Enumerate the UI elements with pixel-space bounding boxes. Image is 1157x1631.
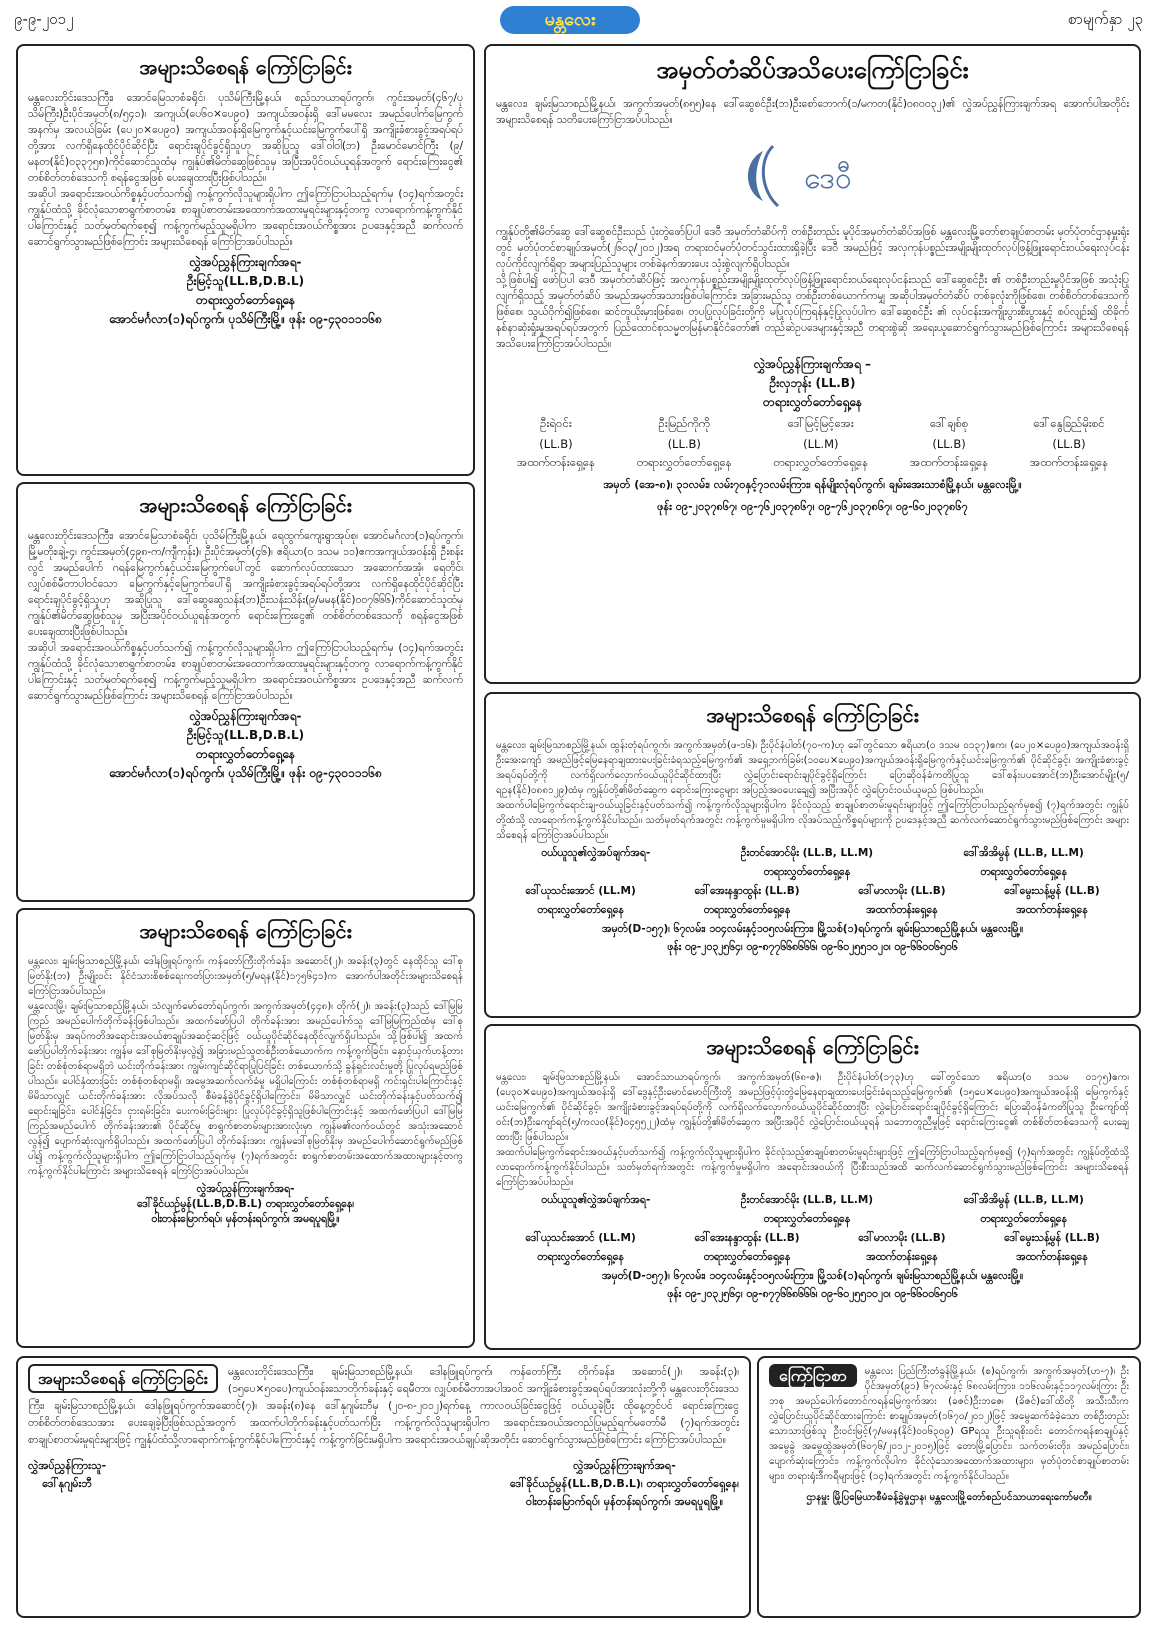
lawyer-entry: ဒေါ်ယုသင်းအောင် (LL.M) တရားလွှတ်တော်ရှေ့နေ	[525, 885, 636, 916]
lawyer-entry: ဒေါ်မာလာမိုး (LL.B) အထက်တန်းရှေ့နေ	[858, 885, 946, 916]
notice-paragraph: အထက်ပါမြေကွက်ရောင်းချ-ဝယ်ယူခြင်းနှင့်ပတ်သက်၍ ကန့်ကွက်လိုသူများရှိပါက ခိုင်လုံသည့် စာချုပ်စာတမ်းမူရင်းများဖြင့် ဤကြော်ငြာပါသည့်ရက်မှစ၍ (၇)ရက်အတွင်း ကျွန်ုပ်တို့ထံသို့ လာရောက်ကန့်ကွက်နိုင်ပါသည်။ သတ်မှတ်ရက်အတွင်း ကန့်ကွက်မှုမရှိပါက လိုအပ်သည့်ကိစ္စရပ်များကို ဥပဒေနှင့်အညီ ဆက်လက်ဆောင်ရွက်သွားမည်ဖြစ်ကြောင်း အများသိစေရန် ကြော်ငြာအပ်ပါသည်။	[496, 800, 1129, 841]
sig-line: ဦးမြင့်သူ(LL.B,D.B.L)	[186, 728, 305, 742]
address-line: အမှတ် (အေ-၈)၊ ၃၁လမ်း၊ လမ်း၇၀နှင့်၇၁လမ်းကြား၊ ရန်မျိုးလုံရပ်ကွက်၊ ချမ်းအေးသာစံမြို့နယ်၊ မန္တလေးမြို့။	[603, 478, 1022, 491]
notice-tag: ကြော်ငြာစာ	[769, 1364, 857, 1387]
lawyer-entry: ဒေါ်ယုသင်းအောင် (LL.M) တရားလွှတ်တော်ရှေ့နေ	[525, 1232, 636, 1263]
sig-line: လွှဲအပ်ညွှန်ကြားချက်အရ-	[189, 709, 302, 723]
lawyer-entry: ဒေါ်နွေခြည်မိုးစင် (LL.B) အထက်တန်းရှေ့နေ	[1029, 416, 1109, 469]
lawyer-entry: ဒေါ်အေးနန္ဒာထွန်း (LL.B) တရားလွှတ်တော်ရှေ့နေ	[694, 885, 800, 916]
phone-line: ဖုန်း ၀၉-၂၀၃၂၅၆၄၊ ၀၉-၈၇၇၆၆၈၆၆၆၊ ၀၉-၆၀၂၅၅၁၀၂၀၊ ၀၉-၆၆၀၀၆၅၀၆	[667, 1288, 958, 1300]
notice-paragraph: အဆိုပါ အရောင်းအဝယ်ကိစ္စနှင့်ပတ်သက်၍ ကန့်ကွက်လိုသူများရှိပါက ဤကြော်ငြာပါသည့်ရက်မှ (၁၄)ရက်အတွင်း ကျွန်ုပ်ထံသို့ ခိုင်လုံသောစာရွက်စာတမ်း၊ စာချုပ်စာတမ်းအထောက်အထားမူရင်းများနှင့်တကွ လာရောက်ကန့်ကွက်နိုင်ပါကြောင်းနှင့် သတ်မှတ်ရက်စေ့၍ ကန့်ကွက်မည့်သူမရှိပါက အရောင်းအဝယ်ကိစ္စအား ဥပဒေနှင့်အညီ ဆက်လက်ဆောင်ရွက်သွားမည်ဖြစ်ကြောင်း အများသိစေရန် ကြော်ငြာအပ်ပါသည်။	[28, 188, 463, 248]
notice-text: မန္တလေးတိုင်းဒေသကြီး၊ ချမ်းမြသာစည်မြို့နယ်၊ ဒေါနဖြူရပ်ကွက်၊ ကန်တော်ကြီး တိုက်ခန်း၊ အဆောင်(၂)၊ အခန်း(၃)၊ (၁၅ပေ×၅၀ပေ)ကျယ်ဝန်းသောတိုက်ခန်းနှင့် ရေမီတာ၊ လျှပ်စစ်မီတာအပါအဝင် အကျိုးခံစားခွင့်အရပ်ရပ်အားလုံးတို့ကို မန္တလေးတိုင်းဒေသကြီး၊ ချမ်းမြသာစည်မြို့နယ်၊ ဒေါနဖြူရပ်ကွက်အဆောင်(၇)၊ အခန်း(၈)နေ ဒေါ်နုဂျမ်းဘီမှ (၂၀-၈-၂၀၁၂)ရက်နေ့ ကာလဝယ်ခြင်းငွေဖြင့် ဝယ်ယူခဲ့ပြီး ထိုနေ့တွင်ပင် ရောင်းကြေးငွေတစ်စိတ်တစ်ဒေသအား ပေးချေခဲ့ပြီးဖြစ်သည့်အတွက် အထက်ပါတိုက်ခန်းနှင့်ပတ်သက်ပြီး ကန့်ကွက်လိုသူများရှိပါက အရောင်းအဝယ်အတည်ပြုမည့်ရက်မတော်မီ (၇)ရက်အတွင်း စာချုပ်စာတမ်းမူရင်းများဖြင့် ကျွန်ုပ်ထံသို့လာရောက်ကန့်ကွက်နိုင်ပါကြောင်းနှင့် ကန့်ကွက်ခြင်းမရှိပါက အရောင်းအဝယ်ချုပ်ဆိုအတိုင်း ဆောင်ရွက်သွားမည်ဖြစ်ကြောင်း ကြော်ငြာအပ်ပါသည်။	[28, 1366, 739, 1446]
sig-line: အောင်မင်္ဂလာ(၁)ရပ်ကွက်၊ ပုသိမ်ကြီးမြို့။ ဖုန်း ၀၉-၄၃၀၁၁၁၆၈	[108, 766, 383, 780]
notice-title: အများသိစေရန် ကြော်ငြာခြင်း	[139, 493, 352, 517]
trademark-logo	[733, 136, 893, 216]
lawyer-entry: ဦးမြည်ကိုကို (LL.B) တရားလွှတ်တော်ရှေ့နေ	[636, 416, 732, 469]
signature-block	[28, 1182, 463, 1227]
notice-paragraph: အဆိုပါ အရောင်းအဝယ်ကိစ္စနှင့်ပတ်သက်၍ ကန့်ကွက်လိုသူများရှိပါက ဤကြော်ငြာပါသည့်ရက်မှ (၁၄)ရက်အတွင်း ကျွန်ုပ်ထံသို့ ခိုင်လုံသောစာရွက်စာတမ်း၊ စာချုပ်စာတမ်းအထောက်အထားမူရင်းများနှင့်တကွ လာရောက်ကန့်ကွက်နိုင်ပါကြောင်းနှင့် သတ်မှတ်ရက်စေ့၍ ကန့်ကွက်မည့်သူမရှိပါက အရောင်းအဝယ်ကိစ္စအား ဥပဒေနှင့်အညီ ဆက်လက်ဆောင်ရွက်သွားမည်ဖြစ်ကြောင်း အများသိစေရန် ကြော်ငြာအပ်ပါသည်။	[28, 642, 463, 702]
notice-paragraph: မန္တလေးတိုင်းဒေသကြီး၊ အောင်မြေသာစံခရိုင်၊ ပုသိမ်ကြီးမြို့နယ်၊ ရေထွက်ကျေးရွာအုပ်စု၊ အောင်မင်္ဂလာ(၁)ရပ်ကွက်၊ မြို့မတိုး၊ချဲ့-၄၊ ကွင်းအမှတ်(၄၉၈-က/ကျီကုန်း)၊ ဦးပိုင်အမှတ်(၄၆)၊ ဧရိယာ(၀ ဒသမ ၁၁)ဧကအကျယ်အဝန်းရှိ ဦးစန်းလွင် အမည်ပေါက် ဂရန်မြေကွက်နှင့်ယင်းမြေကွက်ပေါ်တွင် ဆောက်လုပ်ထားသော အဆောက်အအုံ၊ ရေတိုင်၊ လျှပ်စစ်မီတာပါဝင်သော မြေကွက်နှင့်မြေကွက်ပေါ်ရှိ အကျိုးခံစားခွင့်အရပ်ရပ်တို့အား လက်ရှိနေထိုင်ပိုင်ဆိုင်ပြီး ရောင်းချပိုင်ခွင့်ရှိသူဟု အဆိုပြုသူ ဒေါ်ဆွေဆွေသန်း(ဘ)ဦးသန်းသိန်း(၉/မမန(နိုင်)၀၀၇၆၆၆)ကိုင်ဆောင်သူထံမှ ကျွန်ုပ်၏မိတ်ဆွေဖြစ်သူမှ အပြီးအပိုင်ဝယ်ယူရန်အတွက် ရောင်းကြေးငွေ၏ တစ်စိတ်တစ်ဒေသကို စရန်ငွေအဖြစ် ပေးချေထားပြီးဖြစ်ပါသည်။	[28, 530, 463, 638]
footer-line: ဌာနမှူး မြို့ပြမြေယာစီမံခန့်ခွဲမှုဌာန၊ မန္တလေးမြို့တော်စည်ပင်သာယာရေးကော်မတီ။	[806, 1492, 1092, 1503]
sig-line: ဦးမြင့်သူ(LL.B,D.B.L)	[186, 274, 305, 288]
signature-block	[28, 707, 463, 783]
sig-line: ဦးလှဘုန်း (LL.B)	[769, 376, 856, 390]
notice-box-5	[484, 692, 1141, 1018]
notice-box-3	[16, 908, 475, 1348]
sig-line: လွှဲအပ်ညွှန်ကြားချက်အရ-	[196, 1183, 295, 1195]
signature-block	[28, 253, 463, 329]
lawyer-row-1	[496, 1194, 1129, 1228]
page-header	[0, 0, 1157, 42]
notice-title: အမှတ်တံဆိပ်အသိပေးကြော်ငြာခြင်း	[656, 56, 969, 84]
issue-date: ၉-၉-၂၀၁၂	[14, 10, 74, 28]
lawyer-entry: ဒေါ်အေးနန္ဒာထွန်း (LL.B) တရားလွှတ်တော်ရှေ့နေ	[694, 1232, 800, 1263]
lawyer-entry: ဒေါ်မွေးသန့်မွန် (LL.B) အထက်တန်းရှေ့နေ	[1004, 1232, 1100, 1263]
lead-text: ဝယ်ယူသူ၏လွှဲအပ်ချက်အရ-	[541, 1194, 651, 1206]
notice-title: အများသိစေရန် ကြော်ငြာခြင်း	[706, 1035, 919, 1059]
notice-box-2	[16, 482, 475, 902]
lawyer-entry: ဒေါ်မွေးသန့်မွန် (LL.B) အထက်တန်းရှေ့နေ	[1004, 885, 1100, 916]
phone-line: ဖုန်း ၀၉-၂၀၃၇၈၆၇၊ ၀၉-၇၆၂၀၃၇၈၆၇၊ ၀၉-၇၆၂၀၃၇၈၆၇၊ ၀၉-၆၀၂၀၃၇၈၆၇	[657, 500, 968, 513]
sig-line: ဒေါ်ခိုင်ယဉ်မွန်(LL.B,D.B.L) တရားလွှတ်တော်ရှေ့နေ၊	[137, 1198, 354, 1210]
notice-paragraph: မန္တလေး၊ ချမ်းမြသာစည်မြို့နယ်၊ အောင်သာယာရပ်ကွက်၊ အကွက်အမှတ်(၆၈-ဇ)၊ ဦးပိုင်နံပါတ်(၁၇၃)ဟု ခေါ်တွင်သော ဧရိယာ(၀ ဒသမ ၀၁၇၅)ဧက၊ (ပေ၃၀×ပေ၉၀)အကျယ်အဝန်းရှိ ဒေါ်ဒွေနှင့်ဦးမောင်မောင်ကြီးတို့ အမည်ဖြင့်ပုံးတွဲမြေနေရာချထားပေးခြင်းခံရသည့်မြေကွက်၏ (၁၅ပေ×ပေ၉၀)အကျယ်အဝန်းရှိ မြေကွက်နှင့်ယင်းမြေကွက်၏ ပိုင်ဆိုင်ခွင့်၊ အကျိုးခံစားခွင့်အရပ်ရပ်တို့ကို လက်ရှိလက်လှောက်ဝယ်ယူပိုင်ဆိုင်ထားပြီး လွှဲပြောင်းရောင်းချပိုင်ခွင့်ရှိကြောင်း ပြောဆိုဝန်ခံကတိပြုသူ ဦးကျော်ထိုဝင်း(ဘ)ဦးကျော်ရင်(၅/ကလဝ(နိုင်)၀၄၅၅၂၂)ထံမှ ကျွန်ုပ်တို့၏မိတ်ဆွေက အပြီးအပိုင် လွှဲပြောင်းဝယ်ယူရန် သဘောတူညီမှုဖြင့် ရောင်းကြေးငွေ၏ တစ်စိတ်တစ်ဒေသကို ပေးချေထားပြီး ဖြစ်ပါသည်။	[496, 1072, 1129, 1143]
page-number: စာမျက်နှာ ၂၃	[1068, 10, 1143, 28]
lawyer-entry: ဦးတင်အောင်မိုး (LL.B, LL.M) တရားလွှတ်တော်ရှေ့နေ	[740, 847, 874, 878]
lawyer-block: လွှဲအပ်ညွှန်ကြားချက်အရ- ဒေါ်ခိုင်ယဉ်မွန်(LL.B,D.B.L)၊ တရားလွှတ်တော်ရှေ့နေ၊ ဝါးတန်းမြောက်ရပ်၊ မှန်တန်းရပ်ကွက်၊ အမရပူရမြို့။	[509, 1459, 739, 1508]
address-line: အမှတ်(D-၁၅၇)၊ ၆၇လမ်း၊ ၁၀၄လမ်းနှင့်၁၀၅လမ်းကြား၊ မြို့သစ်(၁)ရပ်ကွက်၊ ချမ်းမြသာစည်မြို့နယ်၊ မန္တလေးမြို့။	[601, 923, 1024, 935]
trademark-logo-text: ဒေဝီ	[803, 161, 852, 196]
notice-paragraph	[28, 1364, 739, 1449]
notice-paragraph	[769, 1364, 1129, 1484]
notice-paragraph: သို့ဖြစ်ပါ၍ ဖော်ပြပါ ဒေဝီ အမှတ်တံဆိပ်ဖြင့် အလှကုန်ပစ္စည်းအမျိုးမျိုးထုတ်လုပ်ဖြန့်ဖြူးရောင်းဝယ်ရေးလုပ်ငန်းသည် ဒေါ်ဆွေစင်ဦး ၏ တစ်ဦးတည်းမူပိုင်အဖြစ် အသုံးပြုလျက်ရှိသည့် အမှတ်တံဆိပ် အမည်အမှတ်အသားဖြစ်ပါကြောင်း၊ အခြားမည်သူ တစ်ဦးတစ်ယောက်ကမျှ အဆိုပါအမှတ်တံဆိပ် တစ်ခုလုံးကိုဖြစ်စေ၊ တစ်စိတ်တစ်ဒေသကိုဖြစ်စေ၊ သွယ်ဝိုက်၍ဖြစ်စေ၊ ဆင်တူယိုးမှားဖြစ်စေ၊ တုပပြုလုပ်ခြင်းတို့ကို မပြုလုပ်ကြရန်နှင့်ပြုလုပ်ပါက ဒေါ်ဆွေစင်ဦး ၏ လုပ်ငန်းအကျိုးပွားစီးပွားနှင့် စပ်လျဉ်း၍ ထိခိုက်နစ်နာဆုံးရှုံးမှုအရပ်ရပ်အတွက် ပြည်ထောင်စုသမ္မတမြန်မာနိုင်ငံတော်၏ တည်ဆဲဥပဒေများနှင့်အညီ တရားစွဲဆို အရေးယူဆောင်ရွက်သွားမည်ဖြစ်ကြောင်း အများသိစေရန် အသိပေးကြော်ငြာအပ်ပါသည်။	[496, 274, 1129, 350]
lawyer-entry: ဒေါ်အိအိမွန် (LL.B, LL.M) တရားလွှတ်တော်ရှေ့နေ	[963, 847, 1084, 878]
sig-line: တရားလွှတ်တော်ရှေ့နေ	[763, 395, 862, 409]
signature-block	[496, 355, 1129, 412]
address-line: အမှတ်(D-၁၅၇)၊ ၆၇လမ်း၊ ၁၀၄လမ်းနှင့်၁၀၅လမ်းကြား၊ မြို့သစ်(၁)ရပ်ကွက်၊ ချမ်းမြသာစည်မြို့နယ်၊ မန္တလေးမြို့။	[601, 1270, 1024, 1282]
notice-box-6	[484, 1024, 1141, 1350]
notice-title: အများသိစေရန် ကြော်ငြာခြင်း	[139, 55, 352, 79]
notice-tag: အများသိစေရန် ကြော်ငြာခြင်း	[28, 1364, 218, 1393]
notice-paragraph: ကျွန်ုပ်တို့၏မိတ်ဆွေ ဒေါ်ဆွေစင်ဦးသည် ပုံးတွဲဖော်ပြပါ ဒေဝီ အမှတ်တံဆိပ်ကို တစ်ဦးတည်း မူပိုင်အမှတ်တံဆိပ်အဖြစ် မန္တလေးမြို့တော်စာချုပ်စာတမ်း မှတ်ပုံတင်ဌာနမှူးရုံးတွင် မှတ်ပုံတင်စာချုပ်အမှတ်(၂၆၀၃/၂၀၁၂)အရ တရားဝင်မှတ်ပုံတင်သွင်းထားရှိခဲ့ပြီး ဒေဝီ အမည်ဖြင့် အလှကုန်ပစ္စည်းအမျိုးမျိုးထုတ်လုပ်ဖြန့်ဖြူးရောင်းဝယ်ရေးလုပ်ငန်း လုပ်ကိုင်လျက်ရှိရာ အများပြည်သူများ တစ်ခဲနက်အားပေး သုံးစွဲလျက်ရှိပါသည်။	[496, 226, 1129, 270]
lawyer-list	[496, 416, 1129, 472]
notice-title: အများသိစေရန် ကြော်ငြာခြင်း	[706, 703, 919, 727]
sig-line: ဝါးတန်းမြောက်ရပ်၊ မှန်တန်းရပ်ကွက်၊ အမရပူရမြို့။	[151, 1213, 340, 1225]
lawyer-row-1	[496, 847, 1129, 881]
lawyer-entry: ဒေါ်မာလာမိုး (LL.B) အထက်တန်းရှေ့နေ	[858, 1232, 946, 1263]
sig-line: အောင်မင်္ဂလာ(၁)ရပ်ကွက်၊ ပုသိမ်ကြီးမြို့။ ဖုန်း ၀၉-၄၃၀၁၁၁၆၈	[108, 312, 383, 326]
lawyer-row-2	[496, 885, 1129, 919]
notice-paragraph: မန္တလေးမြို့၊ ချမ်းမြသာစည်မြို့နယ်၊ သံလျက်မော်တော်ရပ်ကွက်၊ အကွက်အမှတ်(၄၄၈)၊ တိုက်(၂)၊ အခန်း(၃)သည် ဒေါ်မြမြကြည် အမည်ပေါက်တိုက်ခန်းဖြစ်ပါသည်။ အထက်ဖော်ပြပါ တိုက်ခန်းအား အမည်ပေါက်သူ ဒေါ်မြမြကြည်ထံမှ ဒေါ်စုမြတ်နိုးမှ အရပ်ကတိအရောင်းအဝယ်စာချုပ်အဆင့်ဆင့်ဖြင့် ဝယ်ယူပိုင်ဆိုင်နေထိုင်လျက်ရှိပါသည်။ သို့ဖြစ်ပါ၍ အထက်ဖော်ပြပါတိုက်ခန်းအား ကျွန်မ ဒေါ်စုမြတ်နိုးမှလွဲ၍ အခြားမည်သူတစ်ဦးတစ်ယောက်က ကန့်ကွက်ခြင်း၊ နှောင့်ယှက်ဟန့်တားခြင်း တစ်စုံတစ်ရာမရှိဘဲ ယင်းတိုက်ခန်းအား ကျွမ်းကျင်ဆိုင်ရာပြုပြင်ခြင်း တစ်ယောက်သို့ ခွန်ရှင်းလင်းမှုတို့ ပြုလုပ်ရမည်ဖြစ်ပါသည်။ ပေါင်နှံထားခြင်း တစ်စုံတစ်ရာမရှိ၊ အမွေအဆက်လက်ခံမှု မရှိပါကြောင်း တစ်စုံတစ်ရာမရှိ ကင်းရှင်းပါကြောင်းနှင့် မိမိသာလျှင် ယင်းတိုက်ခန်းအား လိုအပ်သလို စီမံခန့်ခွဲပိုင်ခွင့်ရှိပါကြောင်း၊ မိမိသာလျှင် ယင်းတိုက်ခန်းနှင့်ပတ်သက်၍ ရောင်းချခြင်း၊ ပေါင်နှံခြင်း၊ ငှားရမ်းခြင်း၊ ပေးကမ်းခြင်းများ ပြုလုပ်ပိုင်ခွင့်ရှိသူဖြစ်ပါကြောင်းနှင့် အထက်ဖော်ပြပါ ဒေါ်မြမြကြည်အမည်ပေါက် တိုက်ခန်းအား၏ ပိုင်ဆိုင်မှု စာရွက်စာတမ်းများအားလုံးမှာ ကျွန်မ၏လက်ဝယ်တွင် အသုံးအဆောင်လွန်၍ ပျောက်ဆုံးလျက်ရှိပါသည်။ အထက်ဖော်ပြပါ တိုက်ခန်းအား ကျွန်မဒေါ်စုမြတ်နိုးမှ အမည်ပေါက်ဆောင်ရွက်မည်ဖြစ်ပါ၍ ကန့်ကွက်လိုသူများရှိပါက ဤကြော်ငြာပါသည့်ရက်မှ (၇)ရက်အတွင်း စာရွက်စာတမ်းအထောက်အထားများနှင့်တကွ ကန့်ကွက်နိုင်ပါကြောင်း အများသိစေရန် ကြော်ငြာအပ်ပါသည်။	[28, 1001, 463, 1177]
lawyer-entry: ဒေါ်မြင့်မြင့်အေး (LL.M) တရားလွှတ်တော်ရှေ့နေ	[773, 416, 869, 469]
lawyer-entry: ဦးတင်အောင်မိုး (LL.B, LL.M) တရားလွှတ်တော်ရှေ့နေ	[740, 1194, 874, 1225]
signature-row	[28, 1457, 739, 1511]
sig-line: တရားလွှတ်တော်ရှေ့နေ	[196, 747, 295, 761]
notice-box-8	[757, 1356, 1141, 1618]
instructor-block: လွှဲအပ်ညွှန်ကြားသူ- ဒေါ်နုဂျမ်းဘီ	[28, 1459, 107, 1490]
sig-line: လွှဲအပ်ညွှန်ကြားချက်အရ-	[189, 255, 302, 269]
lawyer-entry: ဒေါ်အိအိမွန် (LL.B, LL.M) တရားလွှတ်တော်ရှေ့နေ	[963, 1194, 1084, 1225]
notice-paragraph: အထက်ပါမြေကွက်ရောင်းအဝယ်နှင့်ပတ်သက်၍ ကန့်ကွက်လိုသူများရှိပါက ခိုင်လုံသည့်စာချုပ်စာတမ်းမူရင်းများဖြင့် ဤကြော်ငြာပါသည့်ရက်မှစ၍ (၇)ရက်အတွင်း ကျွန်ုပ်တို့ထံသို့ လာရောက်ကန့်ကွက်နိုင်ပါသည်။ သတ်မှတ်ရက်အတွင်း ကန့်ကွက်မှုမရှိပါက အရောင်းအဝယ်ကို ပြီးစီးသည်အထိ ဆက်လက်ဆောင်ရွက်သွားမည်ဖြစ်ကြောင်း အများသိစေရန် ကြော်ငြာအပ်ပါသည်။	[496, 1147, 1129, 1188]
notice-paragraph: မန္တလေးတိုင်းဒေသကြီး၊ အောင်မြေသာစံခရိုင်၊ ပုသိမ်ကြီးမြို့နယ်၊ စည်သာယာရပ်ကွက်၊ ကွင်းအမှတ်(၄၆၇/ပုသိမ်ကြီး)ဦးပိုင်အမှတ်(၈/၅၄၁)၊ အကျယ်(ပေ၆၀×ပေ၉၀) အကျယ်အဝန်းရှိ ဒေါ်မမလေး အမည်ပေါက်မြေကွက်အနက်မှ အလယ်ခြမ်း (ပေ၂၀×ပေ၉၀) အကျယ်အဝန်းရှိမြေကွက်နှင့်ယင်းမြေကွက်ပေါ်ရှိ အကျိုးခံစားခွင့်အရပ်ရပ်တို့အား လက်ရှိနေထိုင်ပိုင်ဆိုင်ပြီး ရောင်းချပိုင်ခွင့်ရှိသူဟု အဆိုပြုသူ ဒေါ်ဝါဝါ(ဘ) ဦးမောင်မောင်ကြီး (၉/မနတ(နိုင်)၀၃၃၇၅၈)ကိုင်ဆောင်သူထံမှ ကျွန်ုပ်၏မိတ်ဆွေဖြစ်သူမှ အပြီးအပိုင်ဝယ်ယူရန်အတွက် ရောင်းကြေးငွေ၏ တစ်စိတ်တစ်ဒေသကို စရန်ငွေအဖြစ် ပေးချေထားပြီးဖြစ်ပါသည်။	[28, 92, 463, 184]
notice-paragraph: မန္တလေး၊ ချမ်းမြသာစည်မြို့နယ်၊ ထွန်းတုံရပ်ကွက်၊ အကွက်အမှတ်(ဖ-၁၆)၊ ဦးပိုင်နံပါတ်(၇၀-က)ဟု ခေါ်တွင်သော ဧရိယာ(၀ ဒသမ ၀၁၃၇)ဧက၊ (ပေ၂၀×ပေ၉၀)အကျယ်အဝန်းရှိ ဦးအေးကျော် အမည်ဖြင့်မြေနေရာချထားပေးခြင်းခံရသည့်မြေကွက်၏ အရှေ့ဘက်ခြမ်း(၁၀ပေ×ပေ၉၀)အကျယ်အဝန်းရှိမြေကွက်နှင့်ယင်းမြေကွက်၏ ပိုင်ဆိုင်ခွင့်၊ အကျိုးခံစားခွင့်အရပ်ရပ်တို့ကို လက်ရှိလက်လှောက်ဝယ်ယူပိုင်ဆိုင်ထားပြီး လွှဲပြောင်းရောင်းချပိုင်ခွင့်ရှိကြောင်း ပြောဆိုဝန်ခံကတိပြုသူ ဒေါ်စန်းပပအောင်(ဘ)ဦးအောင်မျိုး(၅/ရဥန(နိုင်)၀၈၈၁၂၉)ထံမှ ကျွန်ုပ်တို့၏မိတ်ဆွေက ရောင်းကြေးငွေများ အပြည့်အဝပေးချေ၍ အပြီးအပိုင် လွှဲပြောင်းဝယ်ယူမည် ဖြစ်ပါသည်။	[496, 740, 1129, 796]
lawyer-entry: ဒေါ်ချစ်စု (LL.B) အထက်တန်းရှေ့နေ	[909, 416, 989, 469]
lawyer-row-2	[496, 1232, 1129, 1266]
notice-text: မန္တလေး ပြည်ကြီးတံခွန်မြို့နယ်၊ (စ)ရပ်ကွက်၊ အကွက်အမှတ်(ဟ-၇)၊ ဦးပိုင်အမှတ်(၉၁) ၆၇လမ်းနှင့် ၆၈လမ်းကြား၊ ၁၁၆လမ်းနှင့်၁၁၇လမ်းကြား ဦးဘစု အမည်ပေါက်တောင်ကရန်မြေကွက်အား (ခဇင်)ဦးဘဇေ၊ (ခိဇင်)ဒေါ်ထိတို့ အသီးသီးက လွှဲပြောင်းယူပိုင်ဆိုင်ထားကြောင်း စာချုပ်အမှတ်(၁၆၇၀/၂၀၁၂)ဖြင့် အမွေဆက်ခံခဲ့သော တစ်ဦးတည်းသောသားဖြစ်သူ ဦးဝင်းမြင့်(၇/မမန(နိုင်)၀၀၆၃၀၉) GPရသူ ဦးသူရစိုးဝင်း တောင်ကရန်စာချုပ်နှင့်အမွေခွဲ အမွေထွဲအမှတ်(၆၀၇၆/၂၀၁၂-၂၀၁၅)ဖြင့် တောမြို့ပြောင်း၊ သက်တမ်းတိုး၊ အမည်ပြောင်း၊ ပျောက်ဆုံးကြောင်း၊ ကန့်ကွက်လိုပါက ခိုင်လုံသောအထောက်အထားများ၊ မှတ်ပုံတင်စာချုပ်စာတမ်းများ၊ တရားရုံးဒီကရီများဖြင့် (၁၄)ရက်အတွင်း ကန့်ကွက်နိုင်ပါသည်။	[769, 1366, 1129, 1482]
notice-title: အများသိစေရန် ကြော်ငြာခြင်း	[139, 919, 352, 943]
sig-line: လွှဲအပ်ညွှန်ကြားချက်အရ –	[753, 357, 872, 371]
notice-box-7	[16, 1356, 751, 1618]
sig-line: တရားလွှတ်တော်ရှေ့နေ	[196, 293, 295, 307]
phone-line: ဖုန်း ၀၉-၂၀၃၂၅၆၄၊ ၀၉-၈၇၇၆၆၈၆၆၆၊ ၀၉-၆၀၂၅၅၁၀၂၀၊ ၀၉-၆၆၀၀၆၅၀၆	[667, 941, 958, 953]
lawyer-entry: ဦးရဲဝင်း (LL.B) အထက်တန်းရှေ့နေ	[516, 416, 596, 469]
notice-paragraph: မန္တလေး၊ ချမ်းမြသာစည်မြို့နယ်၊ ဒေါနဖြူရပ်ကွက်၊ ကန်တော်ကြီးတိုက်ခန်း၊ အဆောင်(၂)၊ အခန်း(၃)တွင် နေထိုင်သူ ဒေါ်စုမြတ်နိုး(ဘ) ဦးမျိုးဝင်း နိုင်ငံသားစိစစ်ရေးကတ်ပြားအမှတ်(၅/မရန(နိုင်)၁၇၅၆၄၁)က အောက်ပါအတိုင်းအများသိစေရန် ကြော်ငြာအပ်ပါသည်။	[28, 956, 463, 997]
trademark-notice-box	[484, 44, 1141, 684]
notice-box-1	[16, 44, 475, 476]
notice-paragraph: မန္တလေး၊ ချမ်းမြသာစည်မြို့နယ်၊ အကွက်အမှတ်(၈၅၅)နေ ဒေါ်ဆွေစင်ဦး(ဘ)ဦးစော်ဘောက်(၁/မကတ(နိုင်)၀၈၀၀၃၂)၏ လွှဲအပ်ညွှန်ကြားချက်အရ အောက်ပါအတိုင်း အများသိစေရန် သတိပေးကြော်ငြာအပ်ပါသည်။	[496, 98, 1129, 126]
newspaper-logo: မန္တလေး	[500, 6, 640, 34]
lead-text: ဝယ်ယူသူ၏လွှဲအပ်ချက်အရ-	[541, 847, 651, 859]
